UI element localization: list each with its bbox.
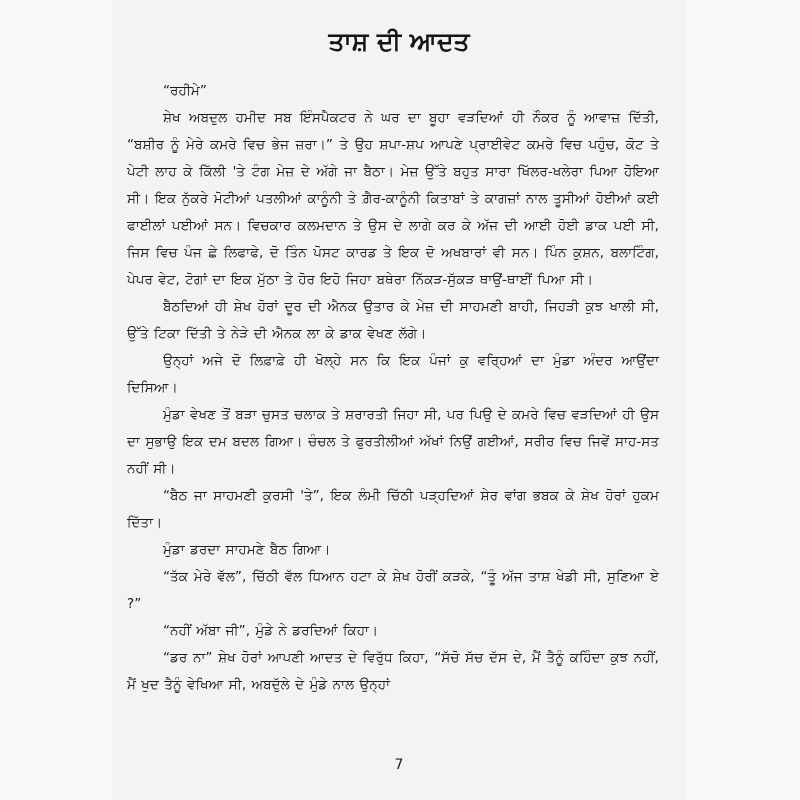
chapter-title: ਤਾਸ਼ ਦੀ ਆਦਤ bbox=[328, 27, 470, 56]
paragraph: “ਤੱਕ ਮੇਰੇ ਵੱਲ”, ਚਿੱਠੀ ਵੱਲ ਧਿਆਨ ਹਟਾ ਕੇ ਸ਼ੇਖ ਹੋਰੀਂ ਕੜਕੇ, “ਤੂੰ ਅੱਜ ਤਾਸ਼ ਖੇਡੀ ਸੀ, ਸੁਣਿਆ ਏ ?” bbox=[127, 569, 659, 612]
paragraph: ਉਨ੍ਹਾਂ ਅਜੇ ਦੋ ਲਿਫ਼ਾਫ਼ੇ ਹੀ ਖੋਲ੍ਹੇ ਸਨ ਕਿ ਇਕ ਪੰਜਾਂ ਕੁ ਵਰ੍ਹਿਆਂ ਦਾ ਮੁੰਡਾ ਅੰਦਰ ਆਉਂਦਾ ਦਿਸਿਆ। bbox=[127, 353, 659, 396]
paragraph: “ਨਹੀਂ ਅੱਬਾ ਜੀ”, ਮੁੰਡੇ ਨੇ ਡਰਦਿਆਂ ਕਿਹਾ। bbox=[163, 623, 379, 639]
book-page bbox=[113, 0, 685, 800]
paragraph: “ਰਹੀਮੇ” bbox=[163, 83, 207, 99]
paragraph: ਮੁੰਡਾ ਵੇਖਣ ਤੋਂ ਬੜਾ ਚੁਸਤ ਚਲਾਕ ਤੇ ਸ਼ਰਾਰਤੀ ਜਿਹਾ ਸੀ, ਪਰ ਪਿਉ ਦੇ ਕਮਰੇ ਵਿਚ ਵੜਦਿਆਂ ਹੀ ਉਸ ਦਾ ਸੁਭਾਉ ਇਕ ਦਮ ਬਦਲ ਗਿਆ। ਚੰਚਲ ਤੇ ਫੁਰਤੀਲੀਆਂ ਅੱਖਾਂ ਨਿਉਂ ਗਈਆਂ, ਸਰੀਰ ਵਿਚ ਜਿਵੇਂ ਸਾਹ-ਸਤ ਨਹੀਂ ਸੀ। bbox=[127, 407, 659, 477]
paragraph: ਮੁੰਡਾ ਡਰਦਾ ਸਾਹਮਣੇ ਬੈਠ ਗਿਆ। bbox=[163, 542, 331, 558]
paragraph: “ਡਰ ਨਾ” ਸ਼ੇਖ ਹੋਰਾਂ ਆਪਣੀ ਆਦਤ ਦੇ ਵਿਰੁੱਧ ਕਿਹਾ, “ਸੱਚੋ ਸੱਚ ਦੱਸ ਦੇ, ਮੈਂ ਤੈਨੂੰ ਕਹਿੰਦਾ ਕੁਝ ਨਹੀਂ, ਮੈਂ ਖੁਦ ਤੈਨੂੰ ਵੇਖਿਆ ਸੀ, ਅਬਦੁੱਲੇ ਦੇ ਮੁੰਡੇ ਨਾਲ ਉਨ੍ਹਾਂ bbox=[127, 650, 659, 693]
background-left bbox=[0, 0, 113, 800]
page-number: 7 bbox=[394, 757, 404, 773]
paragraph: ਬੈਠਦਿਆਂ ਹੀ ਸ਼ੇਖ ਹੋਰਾਂ ਦੂਰ ਦੀ ਐਨਕ ਉਤਾਰ ਕੇ ਮੇਜ਼ ਦੀ ਸਾਹਮਣੀ ਬਾਹੀ, ਜਿਹੜੀ ਕੁਝ ਖਾਲੀ ਸੀ, ਉੱਤੇ ਟਿਕਾ ਦਿੱਤੀ ਤੇ ਨੇੜੇ ਦੀ ਐਨਕ ਲਾ ਕੇ ਡਾਕ ਵੇਖਣ ਲੱਗੇ। bbox=[127, 299, 659, 342]
paragraph: ਸ਼ੇਖ ਅਬਦੁਲ ਹਮੀਦ ਸਬ ਇੰਸਪੈਕਟਰ ਨੇ ਘਰ ਦਾ ਬੂਹਾ ਵੜਦਿਆਂ ਹੀ ਨੌਕਰ ਨੂੰ ਆਵਾਜ਼ ਦਿੱਤੀ, “ਬਸ਼ੀਰ ਨੂੰ ਮੇਰੇ ਕਮਰੇ ਵਿਚ ਭੇਜ ਜ਼ਰਾ।” ਤੇ ਉਹ ਸ਼ਪਾ-ਸ਼ਪ ਆਪਣੇ ਪ੍ਰਾਈਵੇਟ ਕਮਰੇ ਵਿਚ ਪਹੁੰਚ, ਕੋਟ ਤੇ ਪੇਟੀ ਲਾਹ ਕੇ ਕਿੱਲੀ 'ਤੇ ਟੰਗ ਮੇਜ਼ ਦੇ ਅੱਗੇ ਜਾ ਬੈਠਾ। ਮੇਜ਼ ਉੱਤੇ ਬਹੁਤ ਸਾਰਾ ਖਿੱਲਰ-ਖਲੇਰਾ ਪਿਆ ਹੋਇਆ ਸੀ। ਇਕ ਨੁੱਕਰੇ ਮੋਟੀਆਂ ਪਤਲੀਆਂ ਕਾਨੂੰਨੀ ਤੇ ਗ਼ੈਰ-ਕਾਨੂੰਨੀ ਕਿਤਾਬਾਂ ਤੇ ਕਾਗਜ਼ਾਂ ਨਾਲ ਤੂਸੀਆਂ ਹੋਈਆਂ ਕਈ ਫਾਈਲਾਂ ਪਈਆਂ ਸਨ। ਵਿਚਕਾਰ ਕਲਮਦਾਨ ਤੇ ਉਸ ਦੇ ਲਾਗੇ ਕਰ ਕੇ ਅੱਜ ਦੀ ਆਈ ਹੋਈ ਡਾਕ ਪਈ ਸੀ, ਜਿਸ ਵਿਚ ਪੰਜ ਛੇ ਲਿਫਾਫੇ, ਦੋ ਤਿੰਨ ਪੋਸਟ ਕਾਰਡ ਤੇ ਇਕ ਦੋ ਅਖਬਾਰਾਂ ਵੀ ਸਨ। ਪਿੰਨ ਕੁਸ਼ਨ, ਬਲਾਟਿੰਗ, ਪੇਪਰ ਵੇਟ, ਟੋਗਾਂ ਦਾ ਇਕ ਮੁੱਠਾ ਤੇ ਹੋਰ ਇਹੋ ਜਿਹਾ ਬਥੇਰਾ ਨਿੱਕੜ-ਸੁੱਕੜ ਥਾਉਂ-ਥਾਈਂ ਪਿਆ ਸੀ। bbox=[127, 110, 659, 288]
background-right bbox=[685, 0, 800, 800]
paragraph: “ਬੈਠ ਜਾ ਸਾਹਮਣੀ ਕੁਰਸੀ 'ਤੇ”, ਇਕ ਲੰਮੀ ਚਿੱਠੀ ਪੜ੍ਹਦਿਆਂ ਸ਼ੇਰ ਵਾਂਗ ਭਬਕ ਕੇ ਸ਼ੇਖ ਹੋਰਾਂ ਹੁਕਮ ਦਿੱਤਾ। bbox=[127, 488, 659, 531]
body-text bbox=[127, 78, 659, 699]
